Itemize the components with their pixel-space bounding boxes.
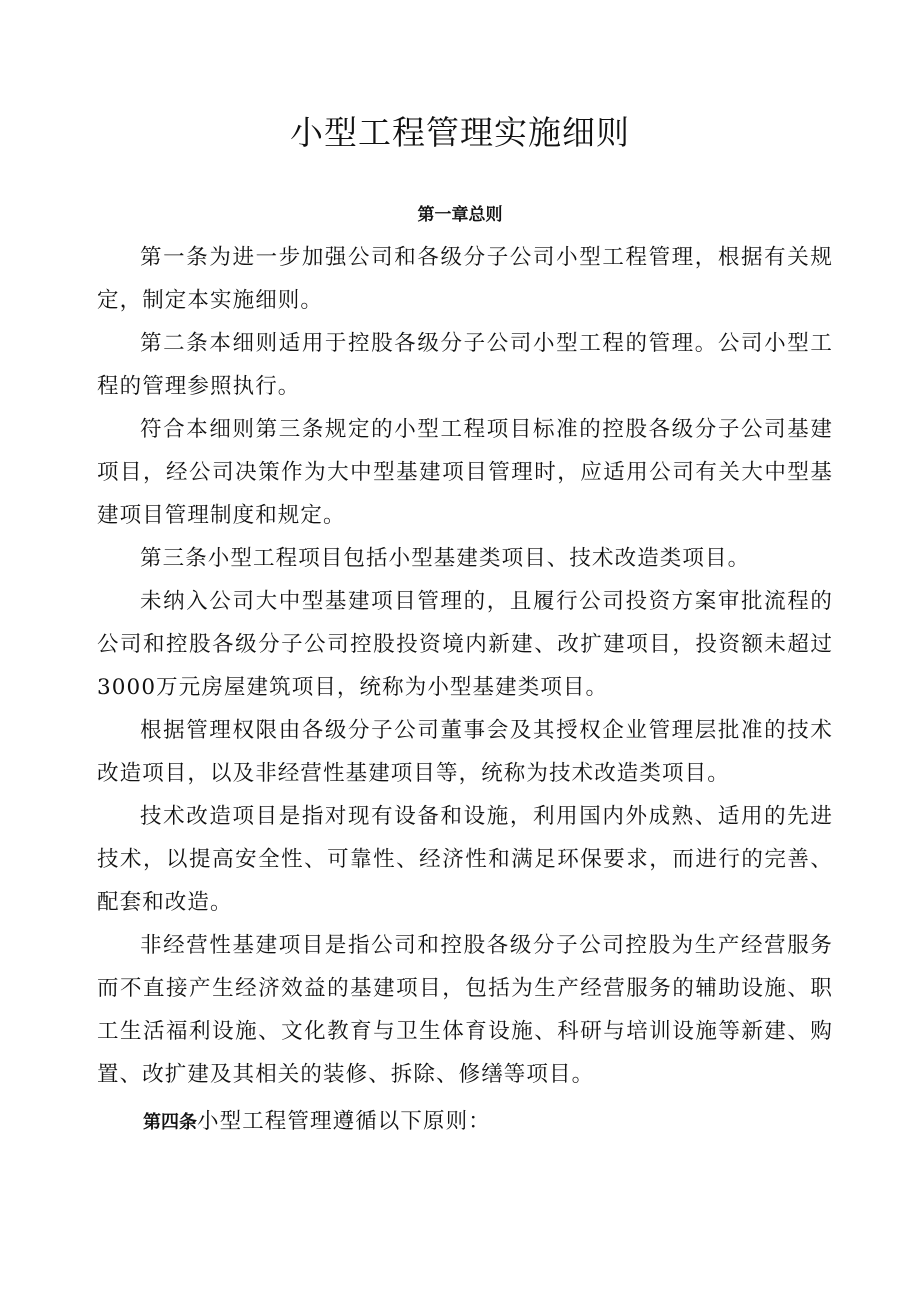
document-title: 小型工程管理实施细则 <box>290 113 630 152</box>
paragraph-article-2-note: 符合本细则第三条规定的小型工程项目标准的控股各级分子公司基建项目，经公司决策作为大中型基建项目管理时，应适用公司有关大中型基建项目管理制度和规定。 <box>97 417 833 528</box>
paragraph-article-2: 第二条本细则适用于控股各级分子公司小型工程的管理。公司小型工程的管理参照执行。 <box>97 331 833 399</box>
paragraph-tech-renovation-explanation: 技术改造项目是指对现有设备和设施，利用国内外成熟、适用的先进技术，以提高安全性、可靠性、经济性和满足环保要求，而进行的完善、配套和改造。 <box>97 804 833 915</box>
paragraph-small-infrastructure-definition: 未纳入公司大中型基建项目管理的，且履行公司投资方案审批流程的公司和控股各级分子公司控股投资境内新建、改扩建项目，投资额未超过3000万元房屋建筑项目，统称为小型基建类项目。 <box>97 589 833 700</box>
document-body <box>97 236 833 1144</box>
paragraph-non-operating-explanation: 非经营性基建项目是指公司和控股各级分子公司控股为生产经营服务而不直接产生经济效益的基建项目，包括为生产经营服务的辅助设施、职工生活福利设施、文化教育与卫生体育设施、科研与培训设施等新建、购置、改扩建及其相关的装修、拆除、修缮等项目。 <box>97 933 833 1087</box>
paragraph-article-1: 第一条为进一步加强公司和各级分子公司小型工程管理，根据有关规定，制定本实施细则。 <box>97 245 833 313</box>
paragraph-article-4 <box>97 1100 833 1144</box>
article-4-text: 小型工程管理遵循以下原则： <box>197 1109 491 1134</box>
article-number: 第四条 <box>143 1112 197 1133</box>
chapter-heading: 第一章总则 <box>417 205 503 225</box>
paragraph-article-3: 第三条小型工程项目包括小型基建类项目、技术改造类项目。 <box>140 546 751 571</box>
paragraph-tech-renovation-definition: 根据管理权限由各级分子公司董事会及其授权企业管理层批准的技术改造项目，以及非经营性基建项目等，统称为技术改造类项目。 <box>97 718 833 786</box>
